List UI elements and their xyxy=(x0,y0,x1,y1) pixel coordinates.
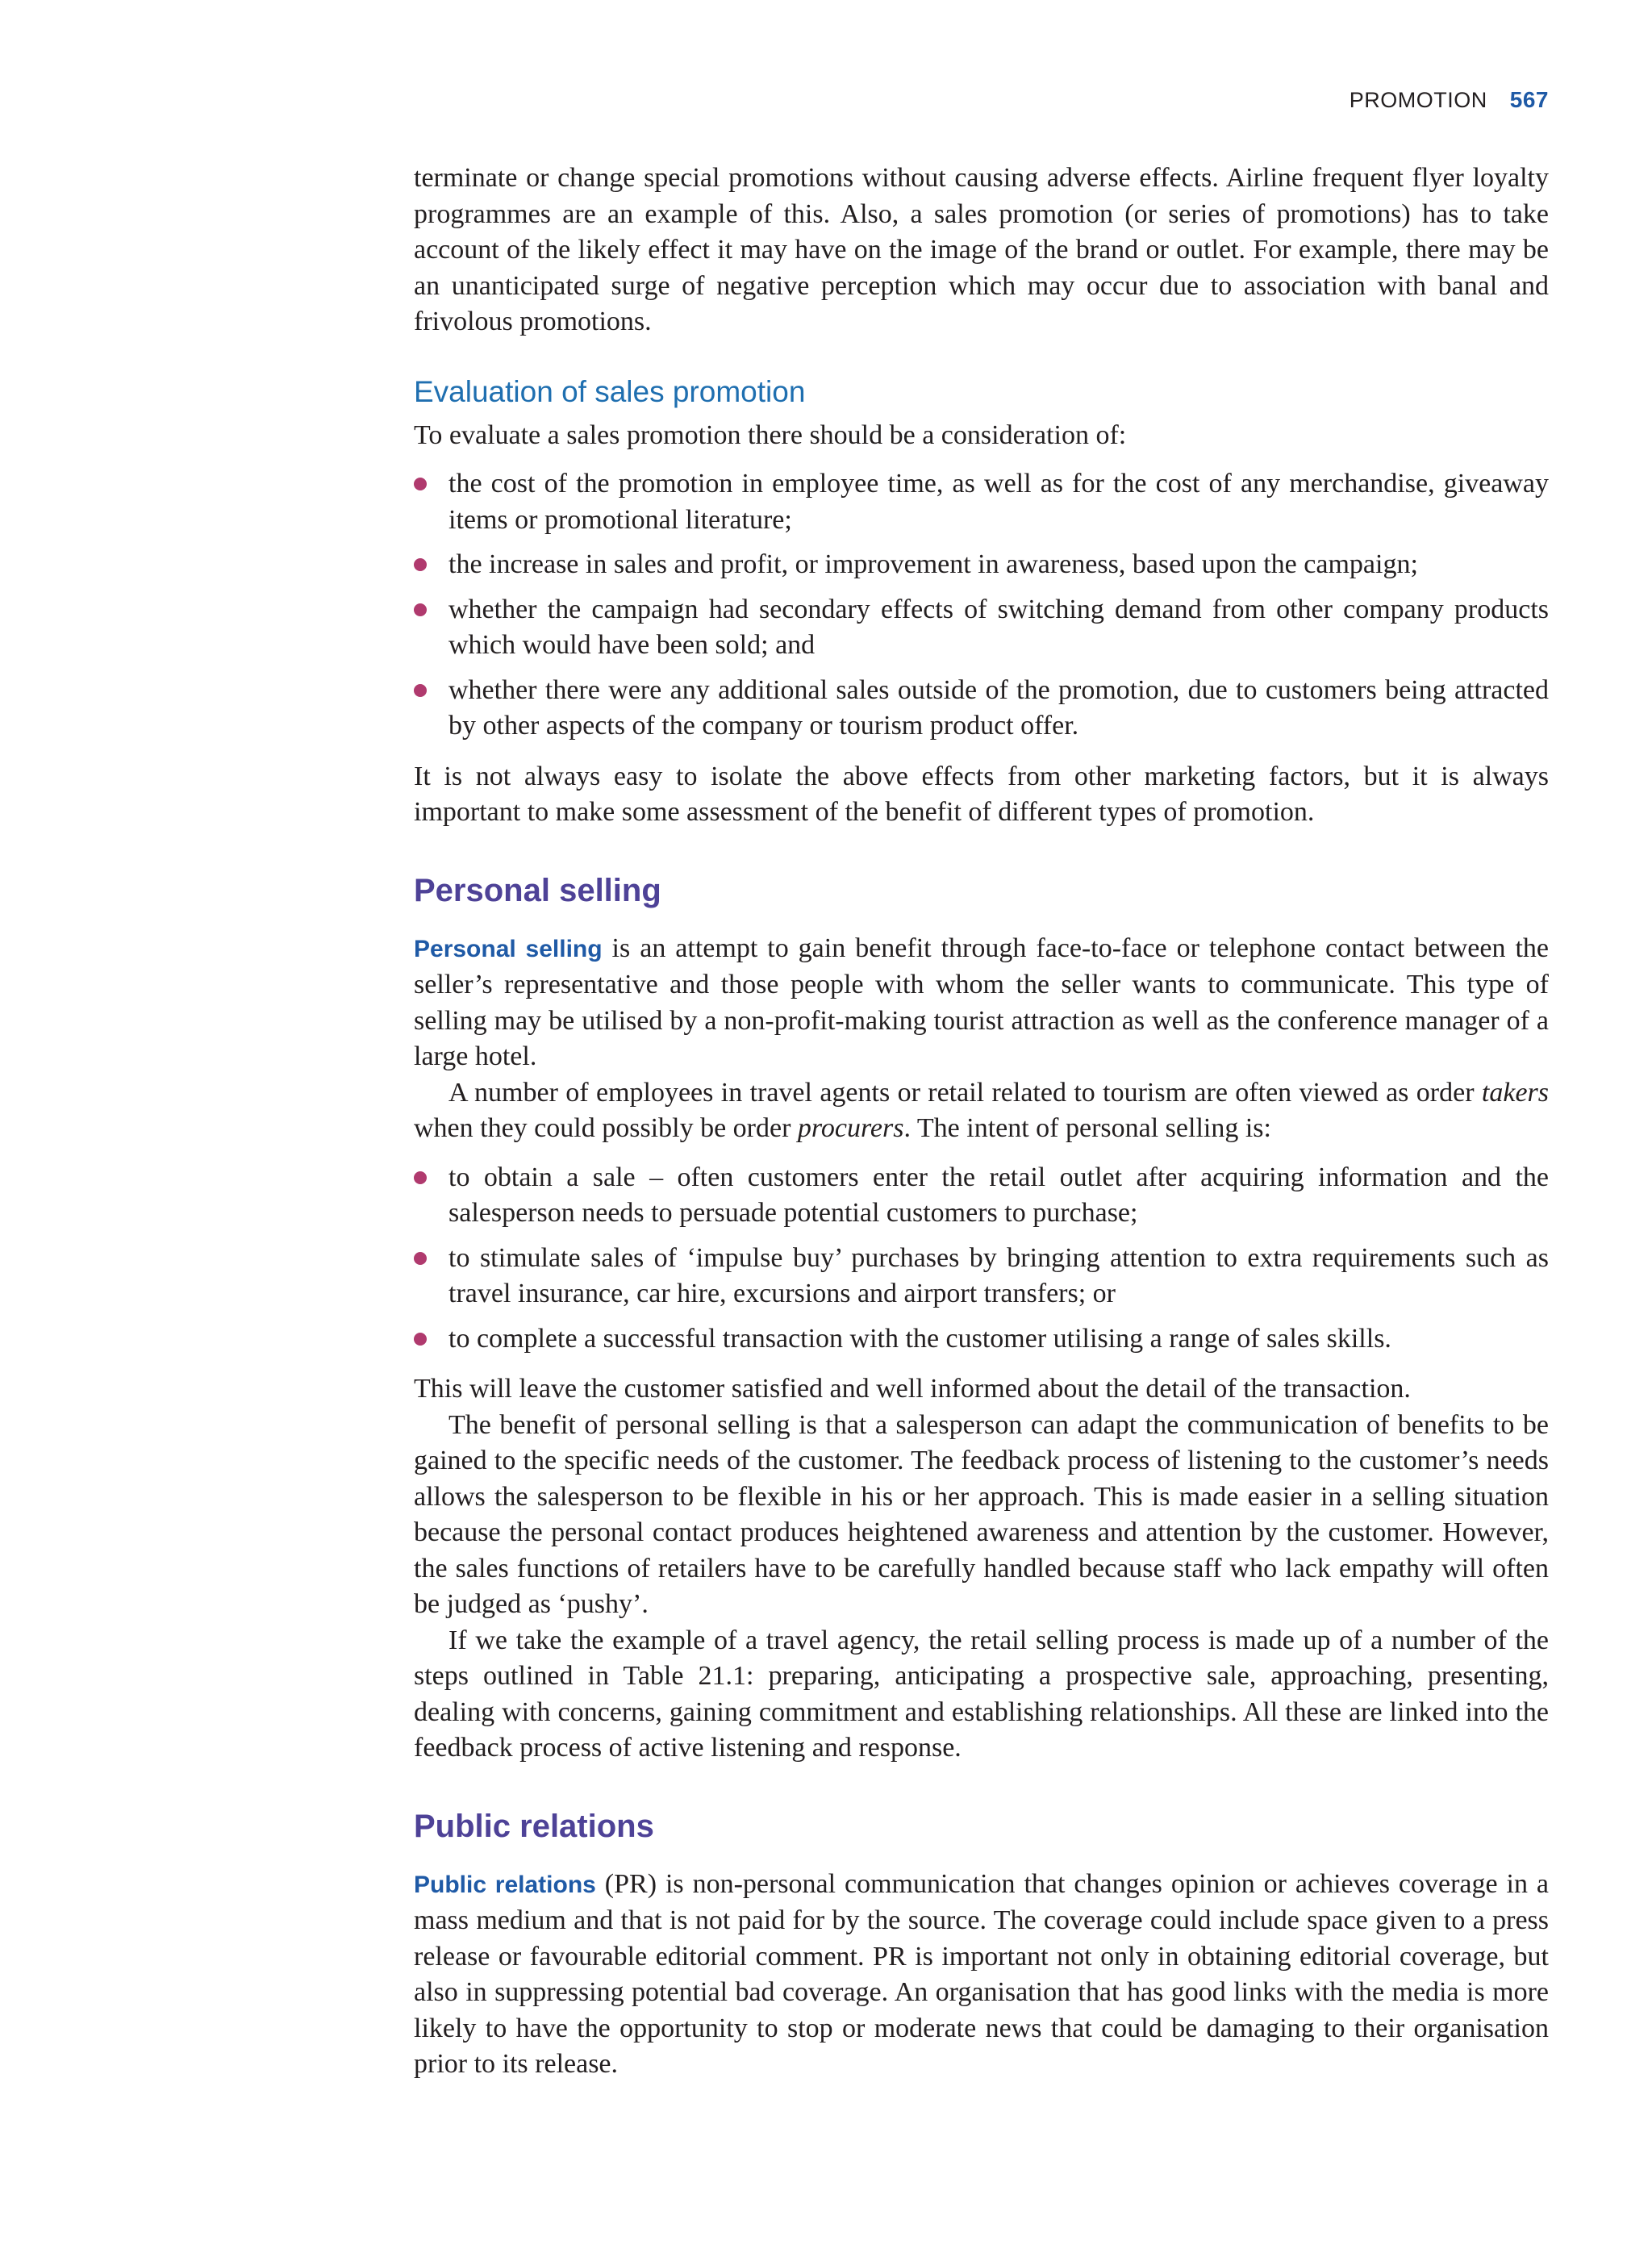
list-item-text: the cost of the promotion in employee time, as well as for the cost of any merchandise, giveaway items or promotional literature; xyxy=(448,469,1549,535)
public-relations-keyword: Public relations xyxy=(414,1871,596,1898)
personal-selling-heading: Personal selling xyxy=(414,872,661,908)
bullet-icon xyxy=(414,478,427,490)
list-item-text: to stimulate sales of ‘impulse buy’ purchases by bringing attention to extra requirements such as travel insurance, car hire, excursions and airport transfers; or xyxy=(448,1242,1549,1308)
list-item xyxy=(414,673,1549,745)
list-item-text: the increase in sales and profit, or improvement in awareness, based upon the campaign; xyxy=(448,549,1418,579)
bullet-icon xyxy=(414,684,427,697)
personal-selling-paragraph-3: This will leave the customer satisfied and well informed about the detail of the transaction. xyxy=(414,1374,1411,1404)
running-head xyxy=(1350,87,1549,113)
list-item xyxy=(414,547,1549,583)
list-item xyxy=(414,1321,1549,1358)
public-relations-heading: Public relations xyxy=(414,1808,654,1844)
bullet-icon xyxy=(414,1252,427,1265)
evaluation-closing: It is not always easy to isolate the above effects from other marketing factors, but it is always important to make some assessment of the benefit of different types of promotion. xyxy=(414,761,1549,827)
personal-selling-keyword: Personal selling xyxy=(414,935,603,962)
list-item xyxy=(414,466,1549,538)
intro-paragraph: terminate or change special promotions without causing adverse effects. Airline frequent flyer loyalty programmes are an example of this. Also, a sales promotion (or series of promotions) has to take account of the likely effect it may have on the image of the brand or outlet. For example, there may be an unanticipated surge of negative perception which may occur due to association with banal and frivolous promotions. xyxy=(414,163,1549,336)
personal-selling-definition-text: is an attempt to gain benefit through face-to-face or telephone contact between the seller’s representative and those people with whom the seller wants to communicate. This type of selling may be utilised by a non-profit-making tourist attraction as well as the conference manager of a large hotel. xyxy=(414,933,1549,1071)
list-item-text: whether there were any additional sales outside of the promotion, due to customers being attracted by other aspects of the company or tourism product offer. xyxy=(448,674,1549,741)
text-run: A number of employees in travel agents or retail related to tourism are often viewed as order xyxy=(448,1077,1482,1108)
bullet-icon xyxy=(414,603,427,616)
bullet-icon xyxy=(414,558,427,571)
public-relations-definition xyxy=(414,1867,1549,2083)
list-item-text: to complete a successful transaction with the customer utilising a range of sales skills. xyxy=(448,1323,1391,1354)
bullet-icon xyxy=(414,1333,427,1346)
personal-selling-paragraph-5: If we take the example of a travel agency, the retail selling process is made up of a number of the steps outlined in Table 21.1: preparing, anticipating a prospective sale, approaching, presenting, dealing with concerns, gaining commitment and establishing relationships. All these are linked into the feedback process of active listening and response. xyxy=(414,1625,1549,1763)
list-item-text: to obtain a sale – often customers enter the retail outlet after acquiring information and the salesperson needs to persuade potential customers to purchase; xyxy=(448,1162,1549,1228)
personal-selling-intent-paragraph xyxy=(414,1075,1549,1147)
personal-selling-bullet-list xyxy=(414,1160,1549,1358)
page-number: 567 xyxy=(1509,87,1549,112)
emphasis-procurers: procurers xyxy=(797,1113,904,1143)
list-item-text: whether the campaign had secondary effects of switching demand from other company products which would have been sold; and xyxy=(448,594,1549,660)
list-item xyxy=(414,1241,1549,1312)
personal-selling-definition xyxy=(414,931,1549,1075)
text-run: when they could possibly be order xyxy=(414,1113,798,1143)
list-item xyxy=(414,592,1549,664)
list-item xyxy=(414,1160,1549,1232)
page-body xyxy=(414,161,1549,2083)
text-run: . The intent of personal selling is: xyxy=(903,1113,1271,1143)
running-head-section: PROMOTION xyxy=(1349,88,1487,112)
emphasis-takers: takers xyxy=(1481,1077,1549,1108)
personal-selling-paragraph-4: The benefit of personal selling is that a salesperson can adapt the communication of benefits to be gained to the specific needs of the customer. The feedback process of listening to the customer’s needs allows the salesperson to be flexible in his or her approach. This is made easier in a selling situation because the personal contact produces heightened awareness and attention by the customer. However, the sales functions of retailers have to be carefully handled because staff who lack empathy will often be judged as ‘pushy’. xyxy=(414,1409,1549,1619)
public-relations-definition-text: (PR) is non-personal communication that changes opinion or achieves coverage in a mass medium and that is not paid for by the source. The coverage could include space given to a press release or favourable editorial comment. PR is important not only in obtaining editorial coverage, but also in suppressing potential bad coverage. An organisation that has good links with the media is more likely to have the opportunity to stop or moderate news that could be damaging to their organisation prior to its release. xyxy=(414,1868,1550,2079)
evaluation-heading: Evaluation of sales promotion xyxy=(414,374,806,408)
bullet-icon xyxy=(414,1171,427,1184)
evaluation-bullet-list xyxy=(414,466,1549,745)
evaluation-lead: To evaluate a sales promotion there should be a consideration of: xyxy=(414,419,1127,450)
